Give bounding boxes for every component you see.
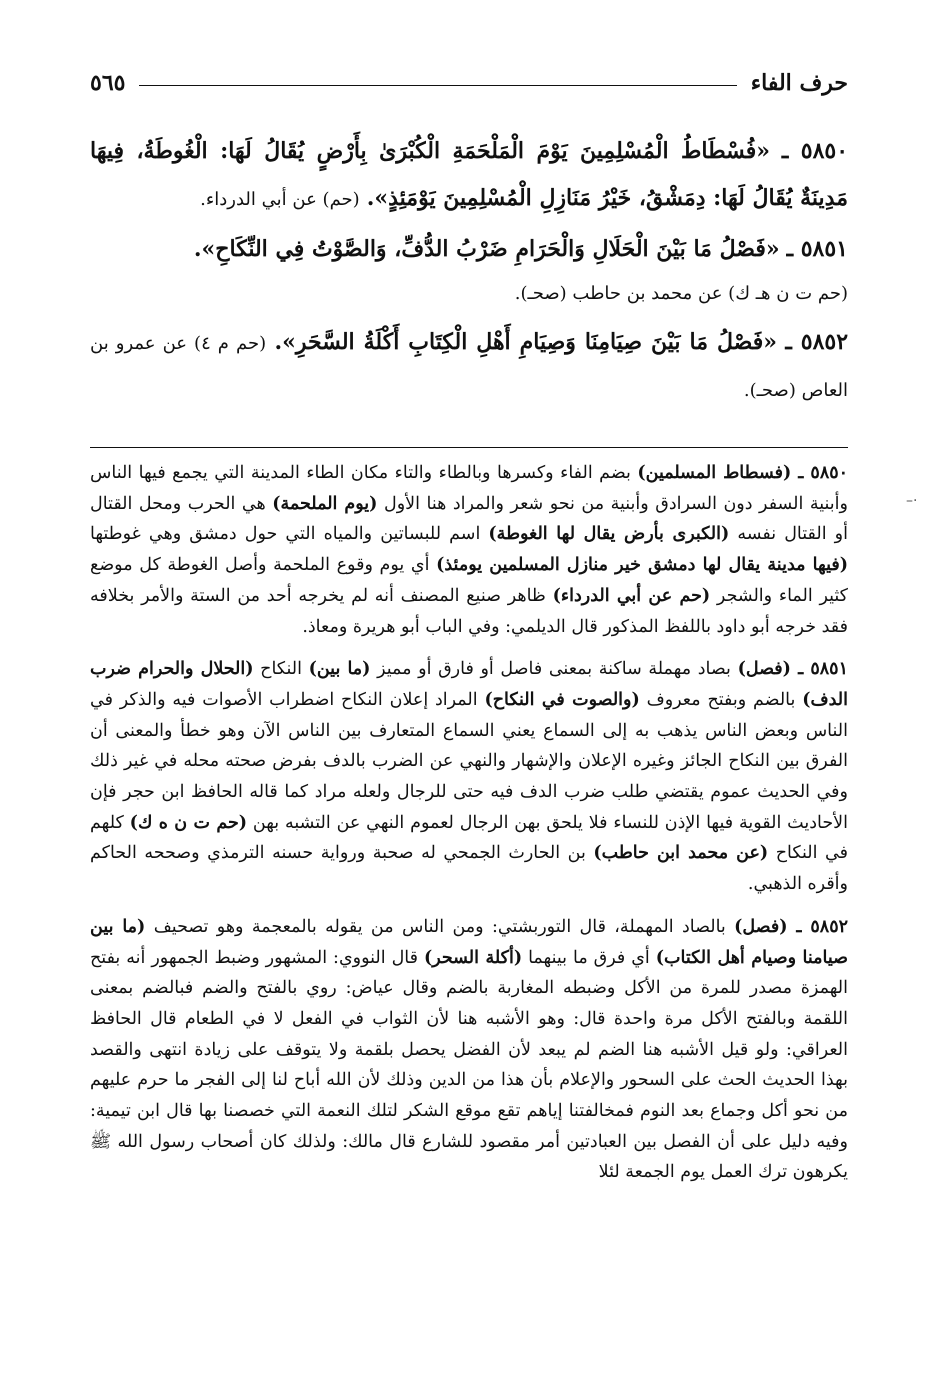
commentary-text: ظاهر صنيع المصنف أنه لم يخرجه أحد من الستة والأمر بخلافه فقد خرجه أبو داود باللفظ المذكور قال الديلمي: وفي الباب أبو هريرة ومعاذ.: [90, 585, 848, 637]
commentary-text: كلهم في النكاح: [90, 812, 848, 864]
hadith-number: ٥٨٥٢ ـ: [785, 329, 849, 355]
commentary-number: ٥٨٥٢ ـ: [787, 916, 848, 937]
commentary-quote: (عن محمد ابن حاطب): [593, 843, 769, 864]
hadith-number: ٥٨٥٠ ـ: [781, 138, 849, 164]
commentary-text: اسم للبساتين والمياه التي حول دمشق وهي غوطتها: [90, 524, 489, 545]
margin-dash-mark: –·: [906, 493, 918, 509]
commentary-text: أي يوم وقوع الملحمة وأصل الغوطة كل موضع كثير الماء والشجر: [90, 555, 848, 606]
commentary-paragraph: [90, 912, 848, 1188]
book-page: [90, 60, 848, 1200]
hadith-list: [90, 128, 848, 413]
hadith-text: «فَصْلُ مَا بَيْنَ الْحَلَالِ وَالْحَرَامِ ضَرْبُ الدُّفِّ، وَالصَّوْتُ فِي النِّكَاحِ».: [193, 236, 780, 262]
commentary-text: بضم الفاء وكسرها وبالطاء والتاء مكان الطاء المدينة التي يجمع فيها الناس وأبنية السفر دون السرادق وأبنية من نحو شعر والمراد هنا الأول: [90, 463, 848, 514]
commentary-text: قال النووي: المشهور وضبط الجمهور أنه بفتح الهمزة مصدر للمرة من الأكل وضبطه المغاربة بالضم وقال عياض: روي بالفتح والضم فبالضم بمعنى اللقمة وبالفتح الأكل مرة واحدة قال: وهو الأشبه هنا لأن الثواب في الفعل لا في الطعام قال الحافظ العراقي: ولو قيل الأشبه هنا الضم لم يبعد لأن الفضل يحصل بلقمة ولا يتوقف على زيادة انتهى والقصد بهذا الحديث الحث على السحور والإعلام بأن هذا من الدين وذلك لأن الله أباح لنا إلى الفجر ما حرم عليهم من نحو أكل وجماع بعد النوم فمخالفتنا إياهم تقع موقع الشكر لتلك النعمة التي خصصنا بها قال ابن تيمية: وفيه دليل على أن الفصل بين العبادتين أمر مقصود للشارع قال مالك: ولذلك كان أصحاب رسول الله ﷺ يكرهون ترك العمل يوم الجمعة لئلا: [90, 947, 848, 1183]
commentary-quote: (فسطاط المسلمين): [637, 463, 792, 483]
commentary-text: بالصاد المهملة، قال التوربشتي: ومن الناس من يقوله بالمعجمة وهو تصحيف: [145, 916, 735, 937]
commentary-text: بن الحارث الجمحي له صحبة ورواية حسنه الترمذي وصححه الحاكم وأقره الذهبي.: [90, 843, 848, 895]
commentary-quote: (الكبرى بأرض يقال لها الغوطة): [488, 524, 730, 545]
running-head: [90, 60, 848, 106]
commentary-paragraph: [90, 654, 848, 900]
commentary-number: ٥٨٥٠ ـ: [791, 463, 849, 483]
commentary-quote: (أكلة السحر): [423, 947, 523, 968]
commentary-quote: (فيها مدينة يقال لها دمشق خير منازل المسلمين يومئذ): [436, 555, 848, 576]
commentary-quote: (حم ت ن ه ك): [129, 812, 248, 833]
hadith-text: «فُسْطَاطُ الْمُسْلِمِينَ يَوْمَ الْمَلْحَمَةِ الْكُبْرَىٰ بِأَرْضٍ يُقَالُ لَهَا: الْغُوطَةُ، فِيهَا مَدِينَةٌ يُقَالُ لَهَا: دِمَشْقُ، خَيْرُ مَنَازِلِ الْمُسْلِمِينَ يَوْمَئِذٍ».: [90, 138, 848, 211]
hadith-source: (حم) عن أبي الدرداء.: [200, 189, 360, 210]
chapter-title: حرف الفاء: [750, 70, 848, 96]
commentary-quote: (فصل): [737, 659, 791, 680]
hadith-entry: [90, 319, 848, 413]
commentary-quote: (ما بين): [308, 659, 371, 680]
header-rule: [139, 85, 736, 86]
commentary-text: هي الحرب ومحل القتال أو القتال نفسه: [90, 493, 848, 545]
commentary-quote: (يوم الملحمة): [272, 493, 378, 514]
commentary-text: بصاد مهملة ساكنة بمعنى فاصل أو فارق أو مميز: [370, 659, 738, 680]
commentary-quote: (ما بين صيامنا وصيام أهل الكتاب): [90, 916, 848, 968]
commentary-quote: (فصل): [734, 916, 788, 937]
hadith-entry: [90, 128, 848, 222]
commentary-text: النكاح: [253, 659, 309, 680]
commentary-quote: (الحلال والحرام ضرب الدف): [90, 659, 848, 710]
hadith-source: (حم م ٤) عن عمرو بن العاص (صحـ).: [90, 333, 848, 401]
hadith-entry: [90, 226, 848, 315]
hadith-text: «فَصْلُ مَا بَيْنَ صِيَامِنَا وَصِيَامِ أَهْلِ الْكِتَابِ أَكْلَةُ السَّحَرِ».: [274, 329, 777, 355]
page-number: ٥٦٥: [90, 70, 126, 96]
commentary-number: ٥٨٥١ ـ: [790, 659, 848, 680]
commentary-text: المراد إعلان النكاح اضطراب الأصوات فيه والذكر في الناس وبعض الناس يذهب به إلى السماع يعني السماع المتعارف بين الناس الآن وهو خطأ والمعنى أن الفرق بين النكاح الجائز وغيره الإعلان والإشهار والنهي عن الضرب بالدف بفرض صحته محله في غير ذلك وفي الحديث عموم يقتضي طلب ضرب الدف فيه حتى للرجال ولعله مراد كما قاله الحافظ ابن حجر فإن الأحاديث القوية فيها الإذن للنساء فلا يلحق بهن الرجال لعموم النهي عن التشبه بهن: [90, 689, 848, 833]
hadith-number: ٥٨٥١ ـ: [786, 236, 848, 262]
commentary-text: أي فرق ما بينهما: [522, 947, 656, 968]
commentary-section: [90, 458, 848, 1188]
commentary-text: بالضم وبفتح معروف: [639, 689, 803, 710]
commentary-quote: (والصوت في النكاح): [484, 689, 640, 710]
footnote-divider: [90, 447, 848, 448]
commentary-paragraph: [90, 458, 848, 642]
hadith-source: (حم ت ن هـ ك) عن محمد بن حاطب (صحـ).: [514, 283, 848, 304]
commentary-quote: (حم عن أبي الدرداء): [552, 585, 711, 606]
